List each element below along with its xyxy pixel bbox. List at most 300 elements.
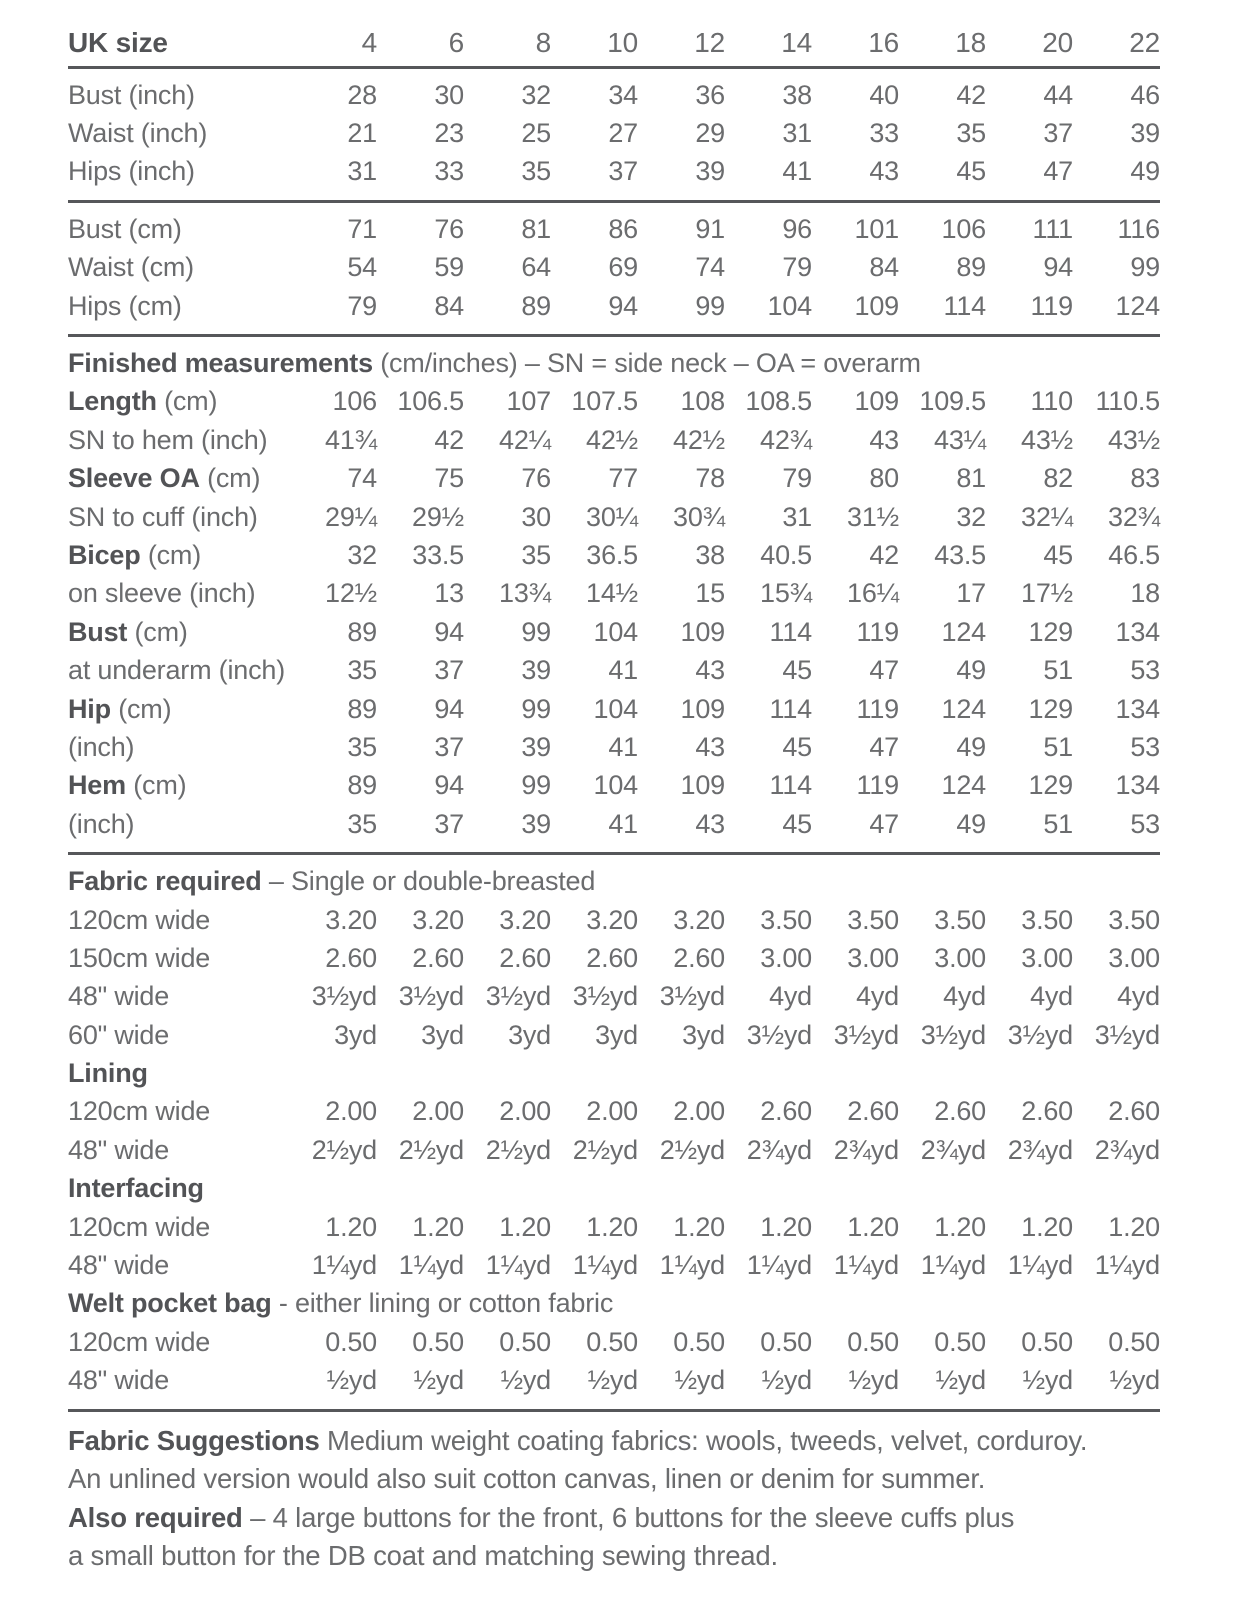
table-cell: 104 [593,770,638,801]
size-column-header: 14 [781,27,812,58]
size-header-row [68,20,1160,66]
row-label-rest: at underarm (inch) [68,655,285,686]
table-cell: 94 [1043,252,1073,283]
fabric-subhead-row [68,1285,1160,1323]
table-cell: 76 [434,213,464,244]
table-cell: 109 [680,770,725,801]
table-cell: 74 [695,252,725,283]
table-cell: 35 [347,808,377,839]
table-cell: 119 [856,616,899,647]
row-label [68,770,290,801]
table-cell: 35 [347,655,377,686]
fabric-required-section [68,855,1160,1411]
table-cell: 109 [680,616,725,647]
table-cell: 3½yd [572,981,638,1012]
table-row [68,383,1160,421]
table-cell: 42 [434,424,464,455]
table-cell: 42 [956,79,986,110]
table-cell: 2¾yd [1094,1134,1160,1165]
table-row [68,1208,1160,1246]
table-row [68,1093,1160,1131]
footer-line [68,1537,1160,1575]
table-cell: 94 [608,290,638,321]
table-cell: 42 [869,539,899,570]
table-row [68,978,1160,1016]
table-cell: 3½yd [398,981,464,1012]
finished-measurements-rows [68,383,1160,844]
row-label: 150cm wide [68,942,211,973]
table-cell: 13 [434,578,464,609]
table-cell: 33.5 [412,539,464,570]
table-cell: 0.50 [412,1326,464,1357]
table-cell: 47 [869,655,899,686]
table-cell: 2½yd [572,1134,638,1165]
table-cell: 2.60 [934,1096,986,1127]
table-row [68,939,1160,977]
table-cell: 51 [1043,655,1073,686]
footer-line-text: a small button for the DB coat and matching sewing thread. [68,1540,778,1572]
row-label-rest: (inch) [68,808,135,839]
table-cell: 43 [695,655,725,686]
row-label [68,463,290,494]
table-cell: 1.20 [325,1211,377,1242]
row-label-rest: (cm) [110,693,172,724]
table-cell: 101 [854,213,899,244]
table-cell: 2.60 [673,942,725,973]
row-label [68,694,290,725]
table-cell: 4yd [1117,981,1160,1012]
footer-line [68,1422,1160,1460]
row-label-bold: Length [68,386,157,417]
table-cell: 84 [869,252,899,283]
row-label: 48" wide [68,981,170,1012]
row-label-rest: (inch) [68,731,135,762]
table-cell: 3.50 [1021,904,1073,935]
table-cell: 37 [1043,118,1073,149]
row-label: 120cm wide [68,1211,211,1242]
table-cell: 4yd [1030,981,1073,1012]
table-cell: 40.5 [760,539,812,570]
table-row [68,901,1160,939]
table-row [68,76,1160,114]
table-cell: 1.20 [586,1211,638,1242]
table-cell: 49 [956,808,986,839]
table-cell: 134 [1115,693,1160,724]
table-cell: 18 [1130,578,1160,609]
table-cell: 42½ [673,424,725,455]
fabric-subhead [68,1173,1160,1204]
table-cell: 53 [1130,808,1160,839]
table-cell: 49 [956,655,986,686]
table-cell: 86 [608,213,638,244]
table-row [68,690,1160,728]
table-cell: 39 [1130,118,1160,149]
table-cell: 109 [854,386,899,417]
row-label-bold: Sleeve OA [68,463,200,494]
table-cell: 16¼ [847,578,899,609]
table-row [68,536,1160,574]
table-cell: 3½yd [920,1019,986,1050]
size-column-header: 8 [535,27,551,58]
finished-measurements-section [68,337,1160,855]
table-cell: 37 [608,156,638,187]
footer-line-text: An unlined version would also suit cotton canvas, linen or denim for summer. [68,1463,986,1495]
table-cell: 42¼ [499,424,551,455]
table-cell: 94 [434,616,464,647]
table-cell: 110 [1030,386,1073,417]
size-column-header: 20 [1042,27,1073,58]
table-cell: 3yd [595,1019,638,1050]
table-cell: 30 [521,501,551,532]
table-cell: 79 [347,290,377,321]
size-chart-sheet [68,0,1160,1576]
footer-line-text: – 4 large buttons for the front, 6 buttons for the sleeve cuffs plus [242,1501,1015,1533]
table-cell: 47 [869,731,899,762]
table-cell: 81 [956,463,986,494]
table-cell: 106 [941,213,986,244]
table-cell: 31 [782,501,812,532]
table-cell: 32¾ [1108,501,1160,532]
table-cell: 2.00 [325,1096,377,1127]
row-label: 48" wide [68,1134,170,1165]
table-cell: 99 [1130,252,1160,283]
row-label-bold: Bicep [68,539,141,570]
table-cell: 1¼yd [485,1250,551,1281]
row-label-bold: Bust [68,616,128,647]
table-cell: 1.20 [1021,1211,1073,1242]
table-cell: 80 [869,463,899,494]
row-label [68,655,290,686]
table-cell: 1¼yd [659,1250,725,1281]
table-cell: 1.20 [1108,1211,1160,1242]
table-cell: 37 [434,655,464,686]
table-cell: 1.20 [673,1211,725,1242]
table-cell: 1¼yd [1007,1250,1073,1281]
table-cell: 94 [434,693,464,724]
table-cell: 94 [434,770,464,801]
fabric-subhead-bold: Interfacing [68,1173,204,1204]
table-row [68,287,1160,325]
table-cell: 2.60 [1021,1096,1073,1127]
table-cell: 124 [1115,290,1160,321]
row-label [68,118,290,149]
table-cell: 41 [608,731,638,762]
finished-measurements-title [68,348,1160,379]
table-cell: 53 [1130,655,1160,686]
table-cell: 0.50 [760,1326,812,1357]
table-cell: 3.50 [847,904,899,935]
table-cell: 2½yd [398,1134,464,1165]
table-cell: 33 [434,156,464,187]
table-cell: 43 [695,731,725,762]
fabric-subhead-row [68,1054,1160,1092]
table-cell: 106.5 [397,386,464,417]
row-label-rest: Bust (inch) [68,79,195,110]
table-cell: 2¾yd [746,1134,812,1165]
table-cell: 43¼ [934,424,986,455]
table-cell: 1¼yd [572,1250,638,1281]
table-cell: 45 [956,156,986,187]
table-cell: ½yd [674,1365,725,1396]
table-cell: 96 [782,213,812,244]
table-cell: 2.00 [412,1096,464,1127]
table-cell: 41 [608,808,638,839]
table-cell: 31 [347,156,377,187]
fabric-required-title [68,866,1160,897]
footer-line-text: Medium weight coating fabrics: wools, tweeds, velvet, corduroy. [319,1424,1088,1456]
table-cell: 12½ [325,578,377,609]
table-cell: 3yd [508,1019,551,1050]
table-cell: 2.60 [412,942,464,973]
table-cell: 0.50 [586,1326,638,1357]
table-cell: 36 [695,79,725,110]
table-cell: 2½yd [659,1134,725,1165]
table-cell: 39 [521,808,551,839]
table-cell: 2.00 [499,1096,551,1127]
table-cell: ½yd [761,1365,812,1396]
table-cell: 89 [521,290,551,321]
table-cell: 79 [782,463,812,494]
table-cell: 78 [695,463,725,494]
size-column-header: 6 [448,27,464,58]
table-cell: 1.20 [499,1211,551,1242]
table-cell: 31½ [847,501,899,532]
uk-size-label: UK size [68,27,168,58]
table-cell: ½yd [500,1365,551,1396]
table-cell: ½yd [848,1365,899,1396]
table-row [68,651,1160,689]
table-row [68,805,1160,843]
table-cell: 0.50 [673,1326,725,1357]
finished-title-rest: (cm/inches) – SN = side neck – OA = overarm [372,348,921,379]
finished-measurements-title-row [68,344,1160,382]
table-cell: 106 [332,386,377,417]
table-cell: 110.5 [1095,386,1160,417]
table-cell: 79 [782,252,812,283]
table-cell: 28 [347,79,377,110]
table-cell: 29½ [412,501,464,532]
table-row [68,1131,1160,1169]
table-cell: 59 [434,252,464,283]
table-cell: 54 [347,252,377,283]
table-cell: 3.20 [586,904,638,935]
size-column-header: 12 [694,27,725,58]
table-cell: 114 [769,616,812,647]
row-label-bold: Hip [68,693,111,724]
table-cell: 84 [434,290,464,321]
table-cell: 1.20 [412,1211,464,1242]
fabric-subhead-bold: Welt pocket bag [68,1288,272,1319]
table-cell: 3½yd [311,981,377,1012]
row-label-rest: (cm) [140,539,202,570]
table-cell: 4yd [769,981,812,1012]
table-cell: 74 [347,463,377,494]
table-cell: 71 [347,213,377,244]
table-cell: 29¼ [325,501,377,532]
table-cell: 1¼yd [1094,1250,1160,1281]
table-row [68,210,1160,248]
fabric-subhead-rest: - either lining or cotton fabric [271,1288,614,1319]
table-cell: 69 [608,252,638,283]
row-label [68,732,290,763]
table-cell: 134 [1115,770,1160,801]
fabric-title-rest: – Single or double-breasted [261,866,596,897]
table-cell: 32 [521,79,551,110]
row-label: 48" wide [68,1250,170,1281]
table-cell: 99 [521,770,551,801]
table-row [68,249,1160,287]
table-cell: 3yd [334,1019,377,1050]
size-column-header: 18 [955,27,986,58]
table-cell: 39 [521,655,551,686]
row-label: 120cm wide [68,904,211,935]
table-cell: 0.50 [499,1326,551,1357]
footer-line [68,1460,1160,1498]
table-cell: 36.5 [586,539,638,570]
table-row [68,1246,1160,1284]
table-row [68,1016,1160,1054]
table-cell: 75 [434,463,464,494]
table-cell: 82 [1043,463,1073,494]
table-cell: 49 [1130,156,1160,187]
table-cell: 43 [695,808,725,839]
footer-line [68,1499,1160,1537]
table-cell: 21 [347,118,377,149]
size-header-block [68,20,1160,69]
row-label: 120cm wide [68,1326,211,1357]
table-cell: 3.20 [325,904,377,935]
row-label [68,617,290,648]
row-label-rest: (cm) [127,616,188,647]
table-cell: 42½ [586,424,638,455]
table-cell: 43.5 [934,539,986,570]
body-measurements-cm-section [68,203,1160,337]
row-label: 60" wide [68,1019,170,1050]
table-cell: 119 [856,770,899,801]
table-cell: ½yd [326,1365,377,1396]
table-cell: 43½ [1108,424,1160,455]
table-cell: 1¼yd [920,1250,986,1281]
row-label [68,502,290,533]
table-cell: 45 [782,808,812,839]
size-column-header: 16 [868,27,899,58]
table-cell: 3yd [421,1019,464,1050]
table-row [68,153,1160,191]
row-label-rest: (cm) [199,463,261,494]
table-cell: 108 [680,386,725,417]
table-cell: 39 [695,156,725,187]
table-cell: 41¾ [325,424,377,455]
table-cell: 2½yd [311,1134,377,1165]
table-cell: 2½yd [485,1134,551,1165]
table-cell: 3.50 [934,904,986,935]
table-cell: 35 [956,118,986,149]
table-cell: 43 [869,424,899,455]
table-cell: 2.60 [1108,1096,1160,1127]
table-cell: 0.50 [1108,1326,1160,1357]
table-cell: 2.60 [847,1096,899,1127]
table-cell: 104 [767,290,812,321]
table-cell: 1¼yd [311,1250,377,1281]
fabric-required-rows [68,901,1160,1400]
table-cell: 17½ [1021,578,1073,609]
row-label [68,156,290,187]
table-row [68,498,1160,536]
table-cell: 30¾ [673,501,725,532]
table-cell: 3.20 [412,904,464,935]
table-cell: 30 [434,79,464,110]
table-cell: 15 [695,578,725,609]
table-cell: 45 [1043,539,1073,570]
table-cell: 109.5 [919,386,986,417]
table-cell: 2¾yd [833,1134,899,1165]
table-cell: 2¾yd [920,1134,986,1165]
table-cell: 99 [521,693,551,724]
table-cell: 89 [347,693,377,724]
table-cell: 25 [521,118,551,149]
table-cell: 29 [695,118,725,149]
row-label-rest: SN to cuff (inch) [68,501,258,532]
table-cell: 33 [869,118,899,149]
row-label-rest: (cm) [125,770,187,801]
table-cell: 4yd [943,981,986,1012]
table-row [68,575,1160,613]
table-cell: 2.60 [499,942,551,973]
table-cell: 3.00 [1108,942,1160,973]
table-cell: 76 [521,463,551,494]
row-label [68,425,290,456]
table-cell: 3.00 [1021,942,1073,973]
table-cell: 134 [1115,616,1160,647]
table-cell: 3.50 [760,904,812,935]
table-cell: 3yd [682,1019,725,1050]
table-cell: ½yd [1022,1365,1073,1396]
row-label [68,214,290,245]
row-label-rest: on sleeve (inch) [68,578,256,609]
row-label-rest: Waist (cm) [68,252,194,283]
table-cell: 3.20 [673,904,725,935]
table-row [68,613,1160,651]
table-cell: 3.20 [499,904,551,935]
row-label-rest: Hips (inch) [68,156,195,187]
table-cell: 3½yd [1007,1019,1073,1050]
table-cell: 41 [608,655,638,686]
table-cell: 37 [434,808,464,839]
fabric-suggestions-footer [68,1412,1160,1576]
table-cell: ½yd [1109,1365,1160,1396]
table-cell: 31 [782,118,812,149]
table-cell: 89 [956,252,986,283]
table-cell: 81 [521,213,551,244]
row-label-rest: (cm) [156,386,218,417]
table-cell: 2.60 [586,942,638,973]
table-cell: 114 [769,770,812,801]
table-cell: 40 [869,79,899,110]
table-cell: 32 [956,501,986,532]
table-cell: 13¾ [499,578,551,609]
row-label-bold: Hem [68,770,126,801]
table-cell: 108.5 [745,386,812,417]
table-cell: 104 [593,693,638,724]
table-cell: 23 [434,118,464,149]
fabric-required-title-row [68,862,1160,900]
table-cell: 3.00 [934,942,986,973]
table-cell: 2.60 [760,1096,812,1127]
table-cell: 46.5 [1108,539,1160,570]
row-label [68,291,290,322]
table-cell: 1.20 [760,1211,812,1242]
table-cell: 77 [608,463,638,494]
